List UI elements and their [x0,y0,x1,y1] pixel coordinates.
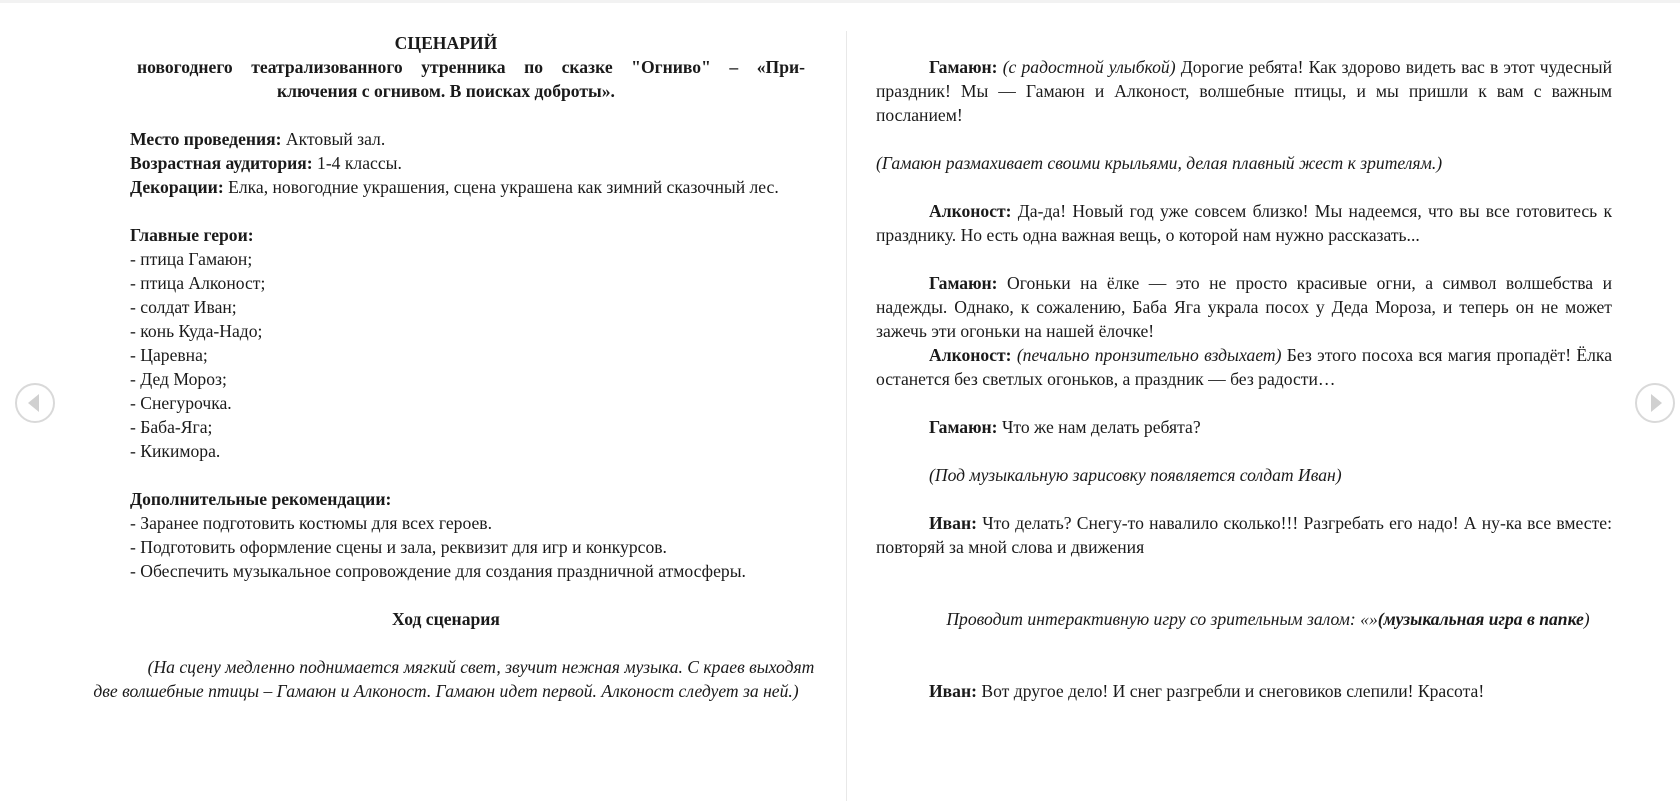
list-item: - птица Гамаюн; [130,249,253,269]
heroes-heading [77,223,815,247]
document-title: СЦЕНАРИЙ [394,33,498,53]
dialogue-line [876,271,1612,343]
list-item: - Обеспечить музыкальное сопровождение для создания праздничной атмосферы. [130,561,746,581]
recommendations-heading [77,487,815,511]
heroes-label: Главные герои: [130,225,254,245]
game-end: ) [1583,609,1590,629]
audience-label: Возрастная аудитория: [130,153,313,173]
recommendations-list [77,511,815,583]
list-item: - солдат Иван; [130,297,237,317]
page-divider [846,31,847,801]
dialogue-text: Вот другое дело! И снег разгребли и снеговиков слепили! Красота! [976,681,1485,701]
dialogue-line [876,415,1612,439]
dialogue-text: Да-да! Новый год уже совсем близко! Мы надеемся, что вы все готовитесь к празднику. Но есть одна важная вещь, о которой нам нужно рассказать... [876,201,1612,245]
dialogue-text: Что делать? Снегу-то навалило сколько!!! Разгребать его надо! А ну-ка все вместе: повторяй за мной слова и движения [876,513,1612,557]
chevron-right-icon [1651,394,1662,412]
speaker-name: Иван: [929,681,977,701]
decor-value: Елка, новогодние украшения, сцена украшена как зимний сказочный лес. [223,177,779,197]
right-page [876,31,1612,703]
dialogue-text: Что же нам делать ребята? [997,417,1201,437]
dialogue-text: Дорогие ребята! Как здорово видеть вас в этот чудесный праздник! Мы — Гамаюн и Алконост, волшебные птицы, и мы пришли к вам с важным посланием! [876,57,1612,125]
dialogue-line [876,343,1612,391]
list-item: - Баба-Яга; [130,417,213,437]
dialogue-line [876,511,1612,559]
list-item: - Снегурочка. [130,393,232,413]
speaker-name: Алконост: [929,201,1012,221]
game-bold-text: (музыкальная игра в папке [1377,609,1584,629]
speaker-name: Гамаюн: [929,57,998,77]
list-item: - Царевна; [130,345,208,365]
left-page [77,31,815,703]
audience-line [77,151,815,175]
document-subtitle-line1: новогоднего театрализованного утренника по сказке "Огниво" – «При- [137,57,805,77]
list-item: - птица Алконост; [130,273,266,293]
venue-line [77,127,815,151]
dialogue-line [876,55,1612,127]
stage-direction: (Гамаюн размахивает своими крыльями, делая плавный жест к зрителям.) [876,153,1443,173]
list-item: - Кикимора. [130,441,221,461]
next-page-button[interactable] [1635,383,1675,423]
list-item: - Дед Мороз; [130,369,227,389]
dialogue-text: Без этого посоха вся магия пропадёт! Ёлка останется без светлых огоньков, а праздник — без радости… [876,345,1613,389]
audience-value: 1-4 классы. [312,153,402,173]
list-item: - Подготовить оформление сцены и зала, реквизит для игр и конкурсов. [130,537,667,557]
recommendations-label: Дополнительные рекомендации: [130,489,392,509]
decor-label: Декорации: [130,177,224,197]
game-text: Проводит интерактивную игру со зрительным залом: «» [946,609,1378,629]
game-instruction [876,607,1612,631]
speaker-name: Гамаюн: [929,273,998,293]
speaker-name: Алконост: [929,345,1012,365]
speaker-name: Иван: [929,513,977,533]
dialogue-line [876,679,1612,703]
venue-value: Актовый зал. [281,129,386,149]
prev-page-button[interactable] [15,383,55,423]
decor-line [77,175,815,199]
stage-direction: (Под музыкальную зарисовку появляется солдат Иван) [929,465,1342,485]
list-item: - конь Куда-Надо; [130,321,263,341]
list-item: - Заранее подготовить костюмы для всех героев. [130,513,492,533]
speaker-note: (печально пронзительно вздыхает) [1011,345,1282,365]
document-subtitle-line2: ключения с огнивом. В поисках доброты». [277,81,615,101]
venue-label: Место проведения: [130,129,282,149]
stage-direction: (На сцену медленно поднимается мягкий свет, звучит нежная музыка. С краев выходят две волшебные птицы – Гамаюн и Алконост. Гамаюн идет первой. Алконост следует за ней.) [93,657,815,701]
heroes-list [77,247,815,463]
speaker-name: Гамаюн: [929,417,998,437]
section-title: Ход сценария [392,609,500,629]
speaker-note: (с радостной улыбкой) [997,57,1176,77]
dialogue-text: Огоньки на ёлке — это не просто красивые огни, а символ волшебства и надежды. Однако, к сожалению, Баба Яга украла посох у Деда Мороза, и теперь он не может зажечь эти огоньки на нашей ёлочке! [876,273,1612,341]
top-border [0,0,1680,3]
dialogue-line [876,199,1612,247]
chevron-left-icon [28,394,39,412]
